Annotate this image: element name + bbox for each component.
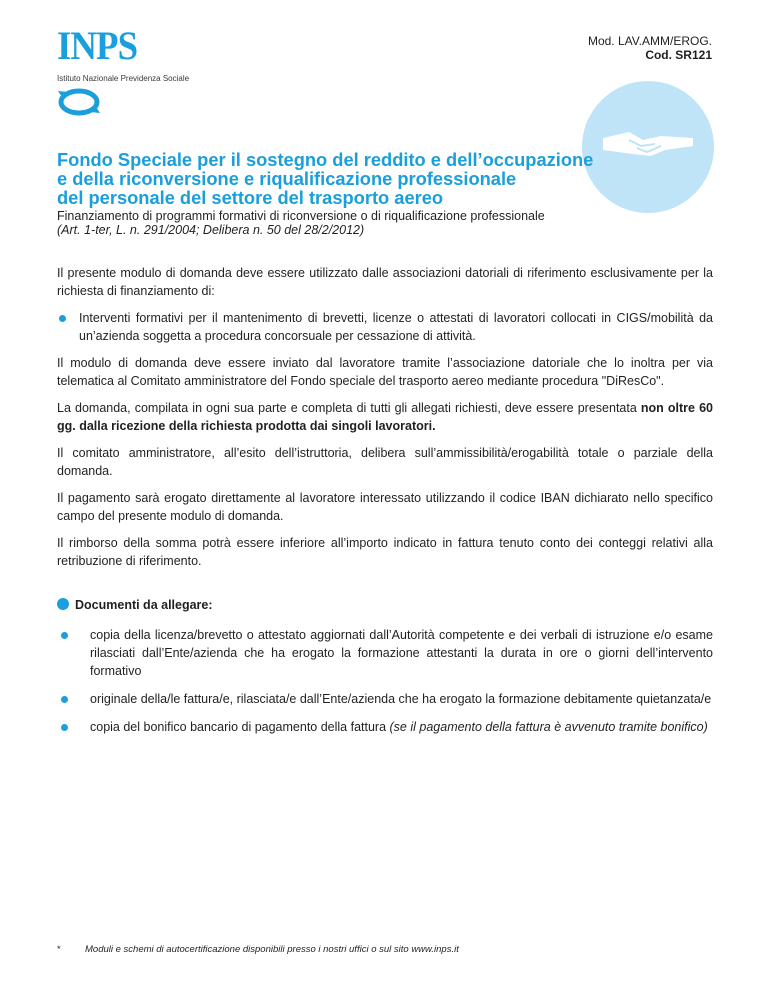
deadline-text: La domanda, compilata in ogni sua parte e completa di tutti gli allegati richiesti, deve essere presentata [57, 401, 641, 415]
footnote-star: * [57, 944, 61, 955]
title-line-3: del personale del settore del trasporto aereo [57, 187, 444, 208]
page-title [57, 150, 597, 207]
intro-paragraph: Il presente modulo di domanda deve essere utilizzato dalle associazioni datoriali di riferimento esclusivamente per la richiesta di finanziamento di: [57, 266, 713, 298]
paragraph-committee: Il comitato amministratore, all’esito dell’istruttoria, delibera sull’ammissibilità/erogabilità totale o parziale della domanda. [57, 446, 713, 478]
subtitle-text: Finanziamento di programmi formativi di riconversione o di riqualificazione professionale [57, 209, 545, 223]
legal-reference: (Art. 1-ter, L. n. 291/2004; Delibera n. 50 del 28/2/2012) [57, 223, 365, 237]
documents-heading: Documenti da allegare: [57, 596, 713, 614]
form-code-block [588, 34, 712, 62]
list-item: copia della licenza/brevetto o attestato aggiornati dall’Autorità competente e dei verbali di istruzione e/o esame rilasciati dall’Ente/azienda che ha erogato la formazione attestanti la durata in ore o giorni dell’intervento formativo [57, 626, 713, 680]
doc-item-note: (se il pagamento della fattura è avvenuto tramite bonifico) [389, 720, 708, 734]
paragraph-payment: Il pagamento sarà erogato direttamente al lavoratore interessato utilizzando il codice IBAN dichiarato nello specifico campo del presente modulo di domanda. [57, 491, 713, 523]
body-content [57, 264, 713, 746]
deadline-bold: non oltre 60 gg. dalla ricezione della richiesta prodotta dai singoli lavoratori. [57, 401, 714, 433]
purpose-list [57, 309, 713, 345]
institute-name: Istituto Nazionale Previdenza Sociale [57, 74, 190, 83]
handshake-emblem-icon [581, 80, 715, 214]
form-model: Mod. LAV.AMM/EROG. [587, 34, 712, 48]
doc-item-text: copia del bonifico bancario di pagamento della fattura [90, 720, 390, 734]
subtitle [57, 209, 545, 237]
list-item: Interventi formativi per il mantenimento di brevetti, licenze o attestati di lavoratori collocati in CIGS/mobilità da un’azienda soggetta a procedura concorsuale per cessazione di attività. [57, 309, 713, 345]
title-line-2: e della riconversione e riqualificazione professionale [57, 168, 517, 189]
inps-logo-wordmark: INPS [57, 23, 138, 68]
footer-note [57, 944, 459, 955]
paragraph-refund: Il rimborso della somma potrà essere inferiore all’importo indicato in fattura tenuto conto dei conteggi relativi alla retribuzione di riferimento. [57, 536, 713, 568]
title-line-1: Fondo Speciale per il sostegno del reddito e dell’occupazione [57, 149, 594, 170]
inps-logo-icon [56, 85, 102, 119]
paragraph-deadline [57, 399, 713, 435]
list-item [57, 718, 713, 736]
paragraph-submission: Il modulo di domanda deve essere inviato dal lavoratore tramite l’associazione datoriale che lo inoltra per via telematica al Comitato amministratore del Fondo speciale del trasporto aereo mediante procedura "DiResCo". [57, 356, 713, 388]
list-item: originale della/le fattura/e, rilasciata/e dall’Ente/azienda che ha erogato la formazione debitamente quietanzata/e [57, 690, 713, 708]
form-code: Cod. SR121 [645, 48, 712, 62]
documents-list [57, 626, 713, 736]
footer-text: Moduli e schemi di autocertificazione disponibili presso i nostri uffici o sul sito www.inps.it [85, 944, 459, 955]
